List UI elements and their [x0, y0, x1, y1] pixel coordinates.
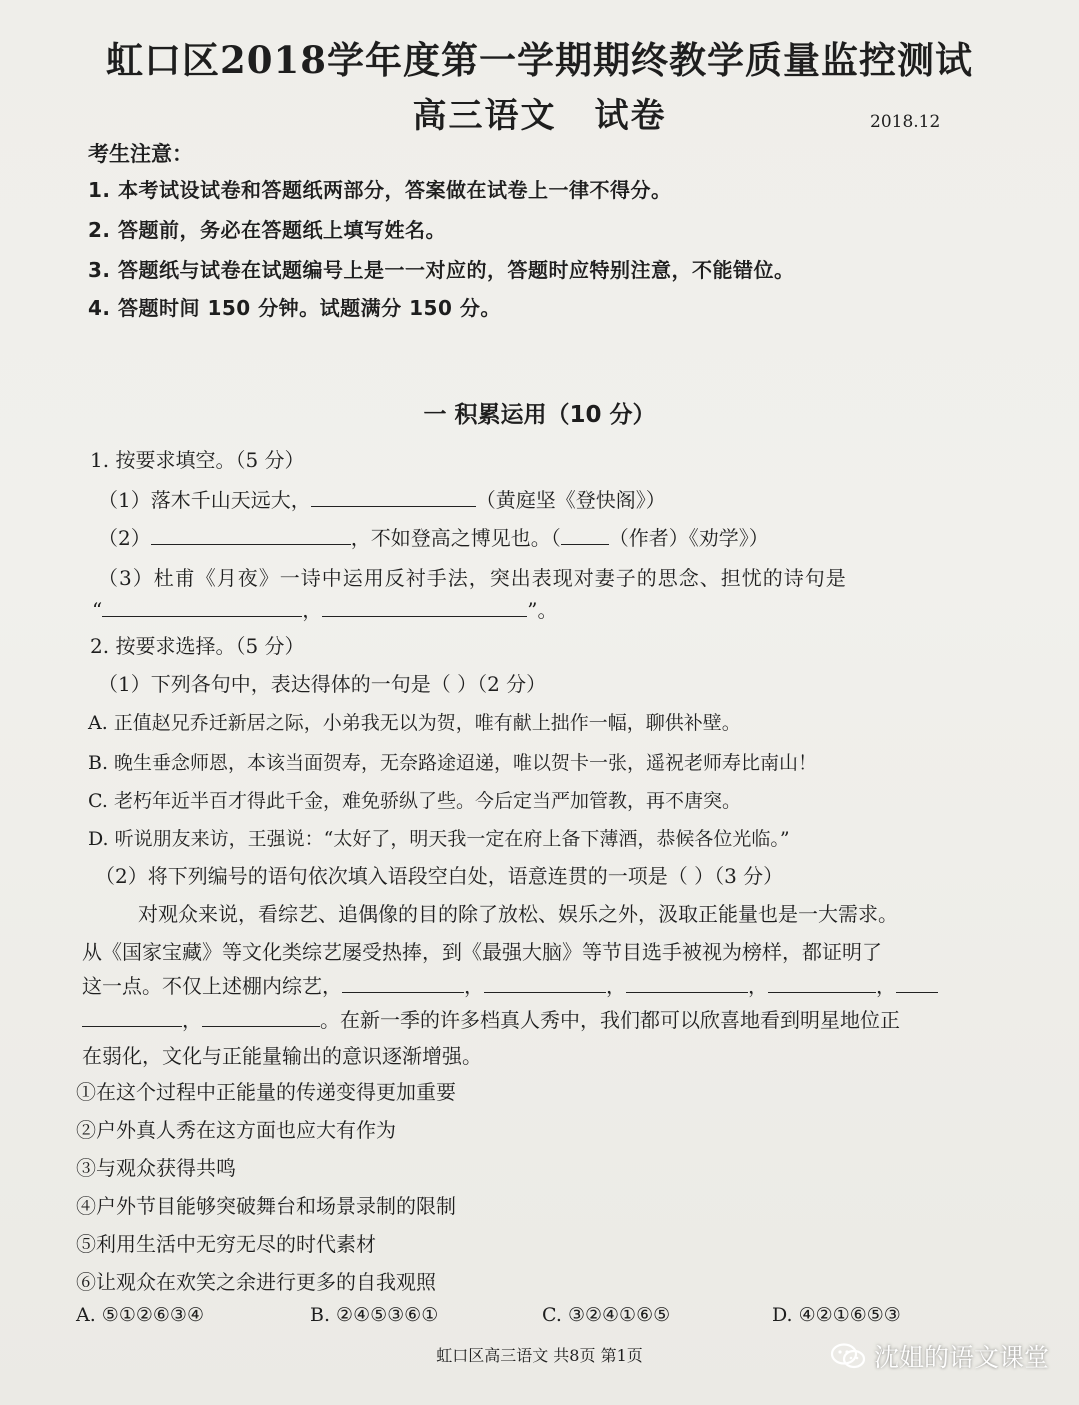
- passage-line-1: 对观众来说，看综艺、追偶像的目的除了放松、娱乐之外，汲取正能量也是一大需求。: [138, 902, 898, 926]
- page-footer: 虹口区高三语文 共8页 第1页: [436, 1346, 643, 1365]
- q1-part1: [98, 484, 666, 513]
- choice-b: B. ②④⑤③⑥①: [310, 1304, 439, 1326]
- q1-stem: 1. 按要求填空。（5 分）: [90, 448, 305, 472]
- sentence-item: ②户外真人秀在这方面也应大有作为: [76, 1118, 396, 1142]
- q2-option-a: A. 正值赵兄乔迁新居之际，小弟我无以为贺，唯有献上拙作一幅，聊供补壁。: [88, 712, 741, 734]
- notice-item-3: 3. 答题纸与试卷在试题编号上是一一对应的，答题时应特别注意，不能错位。: [88, 258, 795, 282]
- q1-part3: （3）杜甫《月夜》一诗中运用反衬手法，突出表现对妻子的思念、担忧的诗句是: [98, 566, 847, 590]
- passage-blank[interactable]: [896, 974, 938, 993]
- comma: ，: [302, 598, 323, 622]
- passage-blank[interactable]: [626, 974, 748, 993]
- q1-part2: [98, 522, 769, 551]
- answer-blank[interactable]: [311, 488, 476, 507]
- passage-line-3: [82, 970, 938, 999]
- wechat-icon: [830, 1342, 866, 1370]
- answer-blank[interactable]: [322, 598, 527, 617]
- subtitle-paper: 试卷: [594, 96, 667, 136]
- open-quote: “: [92, 598, 103, 622]
- q2-stem: 2. 按要求选择。（5 分）: [90, 634, 305, 658]
- passage-line-2: 从《国家宝藏》等文化类综艺屡受热捧，到《最强大脑》等节目选手被视为榜样，都证明了: [82, 940, 882, 964]
- passage-line-4: [82, 1004, 900, 1033]
- author-blank[interactable]: [561, 526, 609, 545]
- exam-date: 2018.12: [870, 112, 941, 132]
- q1-part2-num: （2）: [98, 526, 151, 550]
- sentence-item: ①在这个过程中正能量的传递变得更加重要: [76, 1080, 456, 1104]
- q1-part3-answer: [92, 594, 557, 623]
- comma: ，: [182, 1008, 202, 1032]
- comma: ，: [876, 974, 896, 998]
- watermark: [830, 1338, 1049, 1374]
- q2-option-b: B. 晚生垂念师恩，本该当面贺寿，无奈路途迢递，唯以贺卡一张，遥祝老师寿比南山！: [88, 752, 818, 774]
- choice-d: D. ④②①⑥⑤③: [772, 1304, 901, 1326]
- comma: ，: [464, 974, 484, 998]
- comma: ，: [606, 974, 626, 998]
- notice-heading: 考生注意：: [88, 142, 193, 166]
- q1-part2-text: ，不如登高之博见也。（: [350, 526, 561, 550]
- answer-blank[interactable]: [151, 526, 351, 545]
- sentence-item: ④户外节目能够突破舞台和场景录制的限制: [76, 1194, 456, 1218]
- passage-text: 这一点。不仅上述棚内综艺，: [82, 974, 342, 998]
- sentence-item: ⑥让观众在欢笑之余进行更多的自我观照: [76, 1270, 436, 1294]
- sentence-item: ③与观众获得共鸣: [76, 1156, 236, 1180]
- q2-part2: （2）将下列编号的语句依次填入语段空白处，语意连贯的一项是（ ）（3 分）: [95, 864, 784, 888]
- notice-item-2: 2. 答题前，务必在答题纸上填写姓名。: [88, 218, 446, 242]
- watermark-text: 沈姐的语文课堂: [873, 1343, 1049, 1372]
- passage-blank[interactable]: [82, 1008, 182, 1027]
- passage-blank[interactable]: [202, 1008, 320, 1027]
- q1-part1-text: （1）落木千山天远大，: [98, 488, 311, 512]
- notice-item-1: 1. 本考试设试卷和答题纸两部分，答案做在试卷上一律不得分。: [88, 178, 672, 202]
- sentence-item: ⑤利用生活中无穷无尽的时代素材: [76, 1232, 376, 1256]
- passage-line-5: 在弱化，文化与正能量输出的意识逐渐增强。: [82, 1044, 482, 1068]
- section-heading: 一 积累运用（10 分）: [423, 402, 656, 428]
- answer-blank[interactable]: [102, 598, 302, 617]
- q2-part1: （1）下列各句中，表达得体的一句是（ ）（2 分）: [98, 672, 547, 696]
- comma: ，: [748, 974, 768, 998]
- notice-item-4: 4. 答题时间 150 分钟。试题满分 150 分。: [88, 296, 501, 320]
- q2-option-c: C. 老朽年近半百才得此千金，难免骄纵了些。今后定当严加管教，再不唐突。: [88, 790, 741, 812]
- subtitle-subject: 高三语文: [412, 96, 557, 136]
- close-quote: ”。: [527, 598, 558, 622]
- passage-blank[interactable]: [342, 974, 464, 993]
- passage-blank[interactable]: [768, 974, 876, 993]
- choice-c: C. ③②④①⑥⑤: [542, 1304, 671, 1326]
- q1-part2-source: （作者）《劝学》）: [608, 526, 769, 550]
- passage-text: 。在新一季的许多档真人秀中，我们都可以欣喜地看到明星地位正: [320, 1008, 900, 1032]
- passage-blank[interactable]: [484, 974, 606, 993]
- q1-part1-source: （黄庭坚《登快阁》）: [475, 488, 666, 512]
- exam-title: 虹口区2018学年度第一学期期终教学质量监控测试: [106, 38, 973, 82]
- choice-a: A. ⑤①②⑥③④: [76, 1304, 204, 1326]
- q2-option-d: D. 听说朋友来访，王强说：“太好了，明天我一定在府上备下薄酒，恭候各位光临。”: [88, 828, 790, 850]
